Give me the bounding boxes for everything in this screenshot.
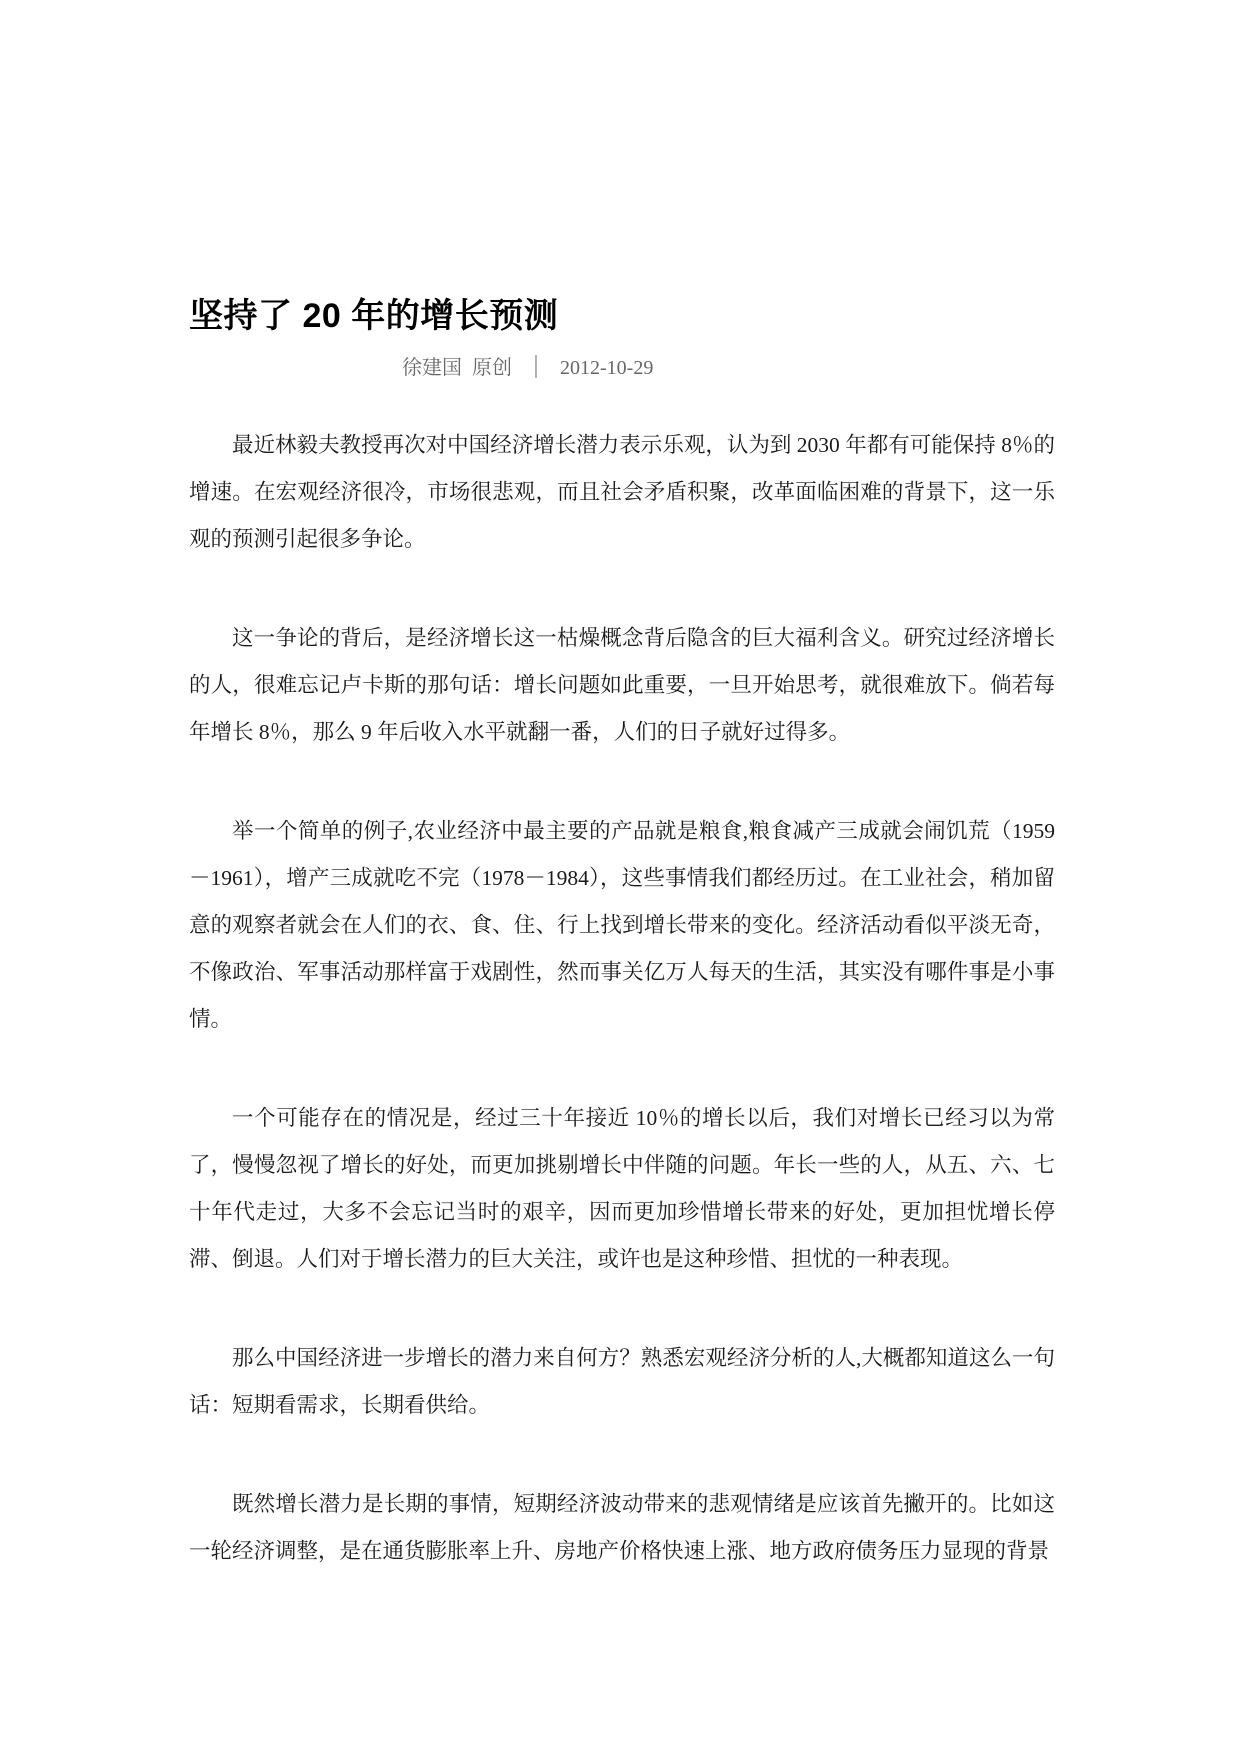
article-body [189,422,1055,1575]
byline-separator: ｜ [526,355,546,381]
paragraph: 一个可能存在的情况是，经过三十年接近 10％的增长以后，我们对增长已经习以为常了，慢慢忽视了增长的好处，而更加挑剔增长中伴随的问题。年长一些的人，从五、六、七十年代走过，大多不会忘记当时的艰辛，因而更加珍惜增长带来的好处，更加担忧增长停滞、倒退。人们对于增长潜力的巨大关注，或许也是这种珍惜、担忧的一种表现。 [189,1106,1055,1271]
document-page [189,0,1055,1575]
paragraph: 举一个简单的例子,农业经济中最主要的产品就是粮食,粮食减产三成就会闹饥荒（1959－1961），增产三成就吃不完（1978－1984），这些事情我们都经历过。在工业社会，稍加留意的观察者就会在人们的衣、食、住、行上找到增长带来的变化。经济活动看似平淡无奇，不像政治、军事活动那样富于戏剧性，然而事关亿万人每天的生活，其实没有哪件事是小事情。 [189,819,1055,1031]
paragraph: 这一争论的背后，是经济增长这一枯燥概念背后隐含的巨大福利含义。研究过经济增长的人，很难忘记卢卡斯的那句话：增长问题如此重要，一旦开始思考，就很难放下。倘若每年增长 8％，那么 9 年后收入水平就翻一番，人们的日子就好过得多。 [189,626,1055,744]
byline-author: 徐建国 [402,357,462,379]
paragraph: 既然增长潜力是长期的事情，短期经济波动带来的悲观情绪是应该首先撇开的。比如这一轮经济调整，是在通货膨胀率上升、房地产价格快速上涨、地方政府债务压力显现的背景 [189,1492,1055,1563]
paragraph: 最近林毅夫教授再次对中国经济增长潜力表示乐观，认为到 2030 年都有可能保持 8％的增速。在宏观经济很冷，市场很悲观，而且社会矛盾积聚，改革面临困难的背景下，这一乐观的预测引起很多争论。 [189,433,1055,551]
paragraph: 那么中国经济进一步增长的潜力来自何方？熟悉宏观经济分析的人,大概都知道这么一句话：短期看需求，长期看供给。 [189,1346,1055,1417]
page-title: 坚持了 20 年的增长预测 [189,297,559,335]
byline-origin-tag: 原创 [472,357,512,379]
byline [189,354,1055,382]
byline-date: 2012-10-29 [560,357,654,379]
